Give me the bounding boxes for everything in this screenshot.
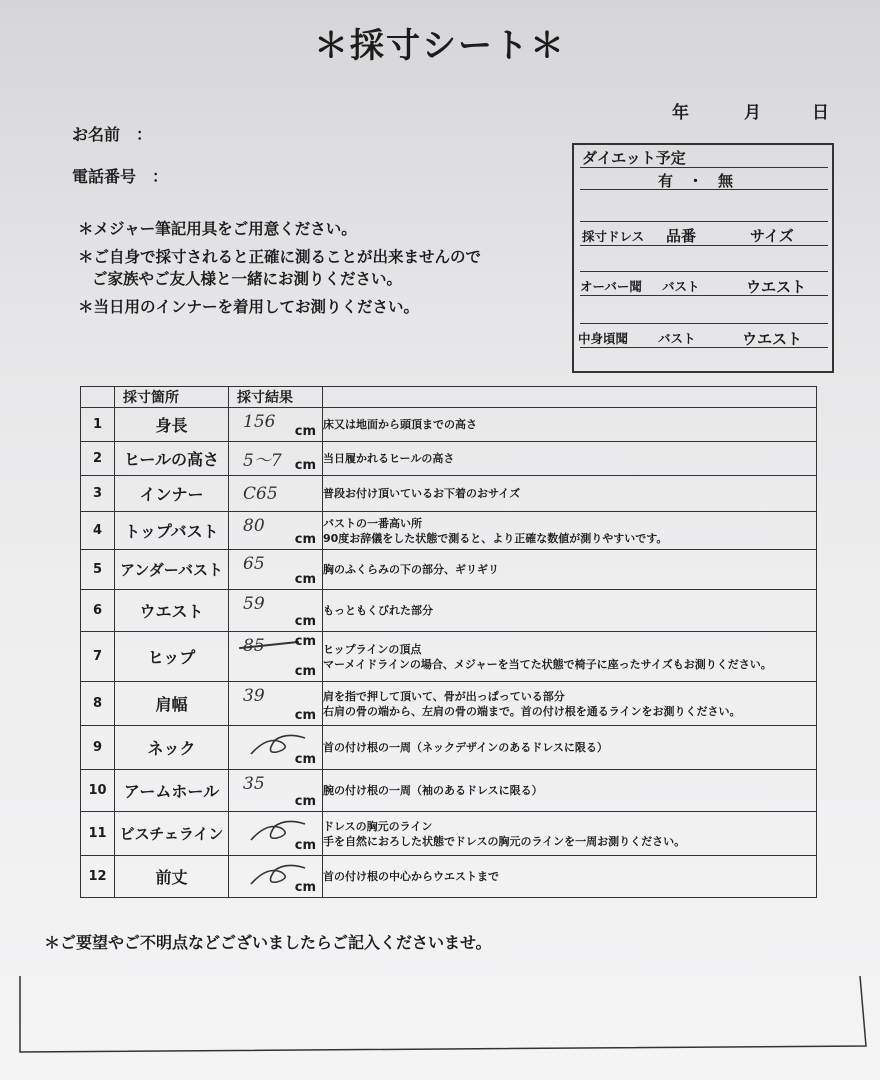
row-item: 前丈 bbox=[115, 856, 229, 898]
table-row bbox=[81, 770, 817, 812]
row-result bbox=[229, 476, 323, 512]
row-item: トップバスト bbox=[115, 512, 229, 550]
row-number: 10 bbox=[81, 770, 115, 812]
table-row bbox=[81, 856, 817, 898]
table-row bbox=[81, 408, 817, 442]
row-description bbox=[323, 512, 817, 550]
note-2: ＊ご自身で採寸されると正確に測ることが出来ませんので bbox=[78, 248, 482, 266]
row-result bbox=[229, 682, 323, 726]
description-line: 首の付け根の中心からウエストまで bbox=[323, 870, 499, 883]
row-number: 7 bbox=[81, 632, 115, 682]
row-number: 11 bbox=[81, 812, 115, 856]
size-label: サイズ bbox=[750, 227, 794, 245]
footer-note: ＊ご要望やご不明点などございましたらご記入くださいませ。 bbox=[44, 933, 492, 952]
row-description bbox=[323, 550, 817, 590]
row-result bbox=[229, 726, 323, 770]
row-description bbox=[323, 726, 817, 770]
row-description bbox=[323, 856, 817, 898]
row-number: 1 bbox=[81, 408, 115, 442]
table-row bbox=[81, 682, 817, 726]
row-result bbox=[229, 590, 323, 632]
row-result bbox=[229, 856, 323, 898]
result-header: 採寸結果 bbox=[229, 387, 323, 408]
unit-label: cm bbox=[294, 634, 316, 649]
table-row bbox=[81, 476, 817, 512]
handwritten-value: 80 bbox=[243, 516, 265, 536]
location-header: 採寸箇所 bbox=[115, 387, 229, 408]
table-row bbox=[81, 512, 817, 550]
table-header-row bbox=[81, 387, 817, 408]
handwritten-value: 39 bbox=[243, 686, 265, 706]
description-line: マーメイドラインの場合、メジャーを当てた状態で椅子に座ったサイズもお測りください。 bbox=[323, 657, 772, 671]
handwritten-value: 5〜7 bbox=[243, 451, 282, 471]
note-4: ＊当日用のインナーを着用してお測りください。 bbox=[78, 298, 420, 316]
row-item: ネック bbox=[115, 726, 229, 770]
description-line: 胸のふくらみの下の部分、ギリギリ bbox=[323, 563, 499, 576]
over-waist-label: ウエスト bbox=[746, 278, 807, 296]
row-result bbox=[229, 408, 323, 442]
row-item: インナー bbox=[115, 476, 229, 512]
row-number: 9 bbox=[81, 726, 115, 770]
row-description bbox=[323, 632, 817, 682]
table-row bbox=[81, 442, 817, 476]
comment-box bbox=[14, 976, 874, 1056]
row-result bbox=[229, 812, 323, 856]
unit-label: cm bbox=[294, 614, 316, 629]
diet-options: 有 ・ 無 bbox=[658, 172, 734, 190]
inner-waist-label: ウエスト bbox=[742, 330, 803, 348]
description-line: 当日履かれるヒールの高さ bbox=[323, 452, 455, 465]
row-number: 6 bbox=[81, 590, 115, 632]
table-row bbox=[81, 550, 817, 590]
over-bust-label: バスト bbox=[662, 279, 700, 294]
row-number: 5 bbox=[81, 550, 115, 590]
sheet-title: ＊採寸シート＊ bbox=[314, 26, 566, 66]
row-result bbox=[229, 770, 323, 812]
handwritten-value: C65 bbox=[243, 484, 278, 504]
row-description bbox=[323, 442, 817, 476]
row-result bbox=[229, 512, 323, 550]
row-item: ウエスト bbox=[115, 590, 229, 632]
unit-label: cm bbox=[294, 752, 316, 767]
row-item: アンダーバスト bbox=[115, 550, 229, 590]
description-line: 肩を指で押して頂いて、骨が出っぱっている部分 bbox=[323, 689, 565, 703]
handwritten-value: 35 bbox=[243, 774, 265, 794]
row-description bbox=[323, 590, 817, 632]
phone-field-label: 電話番号 ： bbox=[72, 167, 169, 186]
dress-label: 採寸ドレス bbox=[582, 229, 645, 244]
row-result bbox=[229, 550, 323, 590]
handwritten-value: 59 bbox=[243, 594, 265, 614]
table-row bbox=[81, 590, 817, 632]
row-number: 3 bbox=[81, 476, 115, 512]
day-label: 日 bbox=[812, 103, 829, 123]
description-line: バストの一番高い所 bbox=[323, 516, 422, 530]
row-number: 2 bbox=[81, 442, 115, 476]
row-result bbox=[229, 632, 323, 682]
table-row bbox=[81, 726, 817, 770]
year-label: 年 bbox=[672, 103, 689, 123]
unit-label: cm bbox=[294, 572, 316, 587]
description-line: 床又は地面から頭頂までの高さ bbox=[323, 418, 477, 431]
row-description bbox=[323, 682, 817, 726]
table-row bbox=[81, 812, 817, 856]
description-line: 右肩の骨の端から、左肩の骨の端まで。首の付け根を通るラインをお測りください。 bbox=[323, 704, 741, 718]
month-label: 月 bbox=[744, 103, 761, 123]
unit-label: cm bbox=[294, 532, 316, 547]
dress-info-box bbox=[572, 143, 834, 373]
description-line: 手を自然におろした状態でドレスの胸元のラインを一周お測りください。 bbox=[323, 834, 686, 848]
row-result bbox=[229, 442, 323, 476]
handwritten-value: 65 bbox=[243, 554, 265, 574]
description-line: 90度お辞儀をした状態で測ると、より正確な数値が測りやすいです。 bbox=[323, 531, 668, 545]
description-line: もっともくびれた部分 bbox=[323, 604, 433, 617]
row-number: 8 bbox=[81, 682, 115, 726]
row-description bbox=[323, 770, 817, 812]
description-line: 首の付け根の一周（ネックデザインのあるドレスに限る） bbox=[323, 741, 608, 754]
row-description bbox=[323, 812, 817, 856]
unit-label: cm bbox=[294, 664, 316, 679]
note-1: ＊メジャー筆記用具をご用意ください。 bbox=[78, 220, 357, 238]
unit-label: cm bbox=[294, 794, 316, 809]
row-number: 4 bbox=[81, 512, 115, 550]
diet-title: ダイエット予定 bbox=[582, 149, 686, 167]
unit-label: cm bbox=[294, 424, 316, 439]
description-line: ドレスの胸元のライン bbox=[323, 819, 433, 833]
table-row bbox=[81, 632, 817, 682]
measurement-table bbox=[80, 386, 817, 898]
note-3: ご家族やご友人様と一緒にお測りください。 bbox=[92, 270, 403, 288]
unit-label: cm bbox=[294, 880, 316, 895]
row-description bbox=[323, 476, 817, 512]
product-number-label: 品番 bbox=[666, 227, 697, 245]
inner-bust-label: バスト bbox=[658, 331, 696, 346]
row-item: 身長 bbox=[115, 408, 229, 442]
unit-label: cm bbox=[294, 838, 316, 853]
unit-label: cm bbox=[294, 708, 316, 723]
row-item: アームホール bbox=[115, 770, 229, 812]
row-item: ヒールの高さ bbox=[115, 442, 229, 476]
description-line: ヒップラインの頂点 bbox=[323, 642, 422, 656]
name-field-label: お名前 ： bbox=[72, 125, 153, 144]
row-item: ヒップ bbox=[115, 632, 229, 682]
unit-label: cm bbox=[294, 458, 316, 473]
inner-label: 中身頃聞 bbox=[578, 331, 629, 346]
row-description bbox=[323, 408, 817, 442]
description-line: 腕の付け根の一周（袖のあるドレスに限る） bbox=[323, 784, 543, 797]
description-line: 普段お付け頂いているお下着のおサイズ bbox=[323, 487, 521, 500]
handwritten-value: 156 bbox=[243, 412, 276, 432]
row-item: 肩幅 bbox=[115, 682, 229, 726]
row-item: ビスチェライン bbox=[115, 812, 229, 856]
row-number: 12 bbox=[81, 856, 115, 898]
over-label: オーバー聞 bbox=[580, 279, 642, 294]
